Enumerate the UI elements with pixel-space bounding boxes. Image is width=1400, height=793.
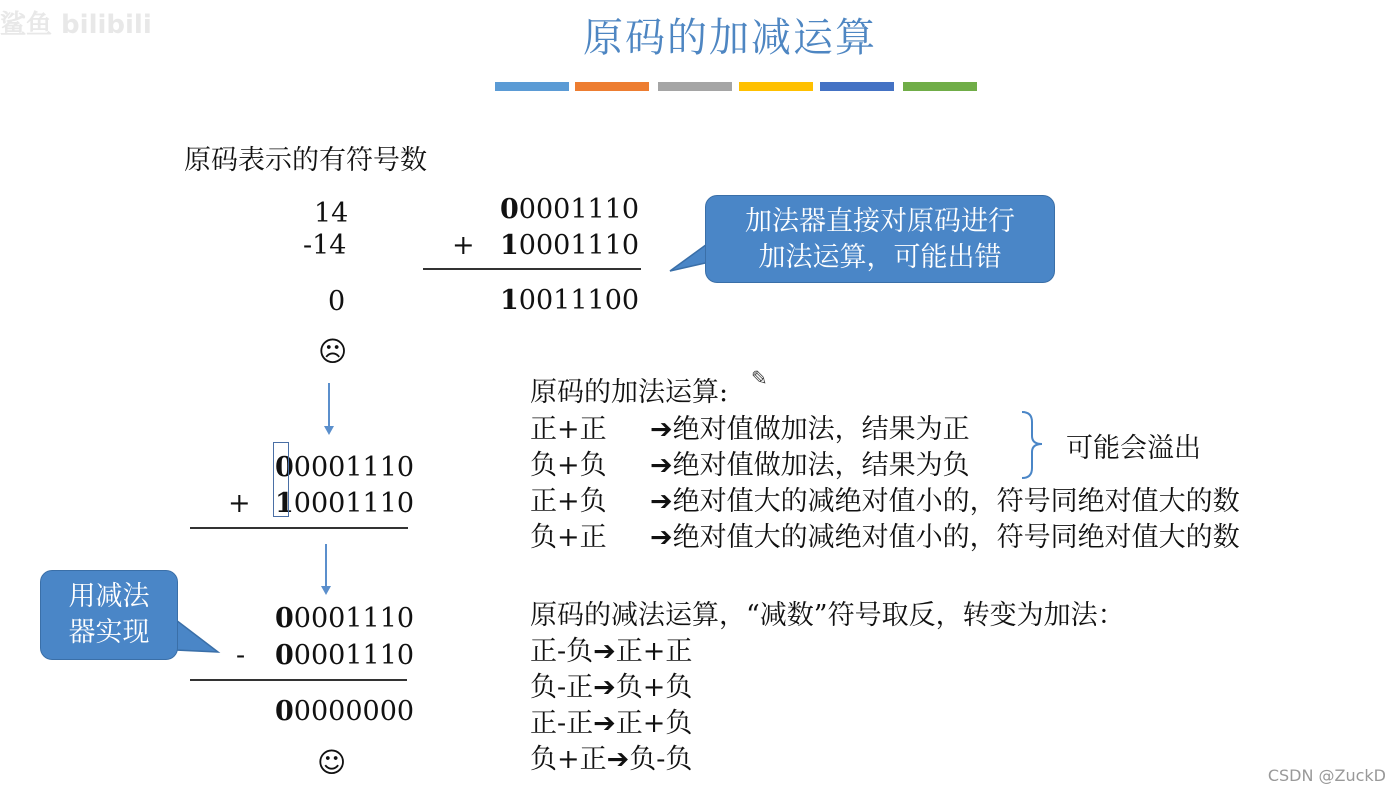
rule-case: 负+正 bbox=[530, 522, 607, 553]
color-bar bbox=[495, 82, 569, 91]
ex2-plus-operator: + bbox=[228, 488, 251, 519]
ex2-binary-b bbox=[275, 488, 414, 519]
bilibili-watermark: 鲨鱼 bilibili bbox=[0, 10, 152, 40]
color-bar bbox=[575, 82, 649, 91]
magnitude-bits: 0001110 bbox=[293, 603, 415, 634]
slide-title: 原码的加减运算 bbox=[583, 15, 877, 61]
magnitude-bits: 0001110 bbox=[518, 230, 640, 261]
callout-sub-line1: 用减法 bbox=[68, 581, 150, 612]
color-bar bbox=[739, 82, 813, 91]
addition-rules-heading: 原码的加法运算: bbox=[530, 377, 729, 408]
sad-face-icon: ☹ bbox=[318, 335, 348, 368]
magnitude-bits: 0011100 bbox=[518, 285, 640, 316]
overflow-note: 可能会溢出 bbox=[1066, 433, 1201, 464]
section-label: 原码表示的有符号数 bbox=[184, 145, 427, 176]
sign-bit: 0 bbox=[275, 603, 294, 634]
decimal-b: -14 bbox=[303, 230, 347, 261]
sign-bit: 1 bbox=[500, 285, 519, 316]
callout-subtractor bbox=[40, 570, 178, 660]
magnitude-bits: 0001110 bbox=[518, 194, 640, 225]
callout-adder bbox=[705, 195, 1055, 283]
rule-case: 正+负 bbox=[530, 486, 607, 517]
sum-line bbox=[423, 268, 641, 270]
ex3-binary-a bbox=[275, 603, 414, 634]
ex2-binary-a bbox=[275, 452, 414, 483]
down-arrow-head bbox=[321, 586, 331, 595]
sign-bit: 0 bbox=[275, 640, 294, 671]
magnitude-bits: 0001110 bbox=[293, 452, 415, 483]
subtraction-rule: 正-负➔正+正 bbox=[530, 636, 693, 667]
color-bar bbox=[658, 82, 732, 91]
decimal-result: 0 bbox=[328, 286, 346, 317]
magnitude-bits: 0000000 bbox=[293, 696, 415, 727]
subtraction-rules-heading: 原码的减法运算，“减数”符号取反，转变为加法： bbox=[530, 600, 1125, 631]
ex2-sum-line bbox=[190, 527, 408, 529]
ex3-sum-line bbox=[190, 679, 407, 681]
sign-bit: 0 bbox=[275, 452, 294, 483]
pencil-icon: ✎ bbox=[751, 366, 768, 390]
down-arrow-icon bbox=[325, 544, 327, 586]
callout-adder-line2: 加法运算，可能出错 bbox=[758, 242, 1002, 273]
right-brace-icon bbox=[1018, 408, 1048, 482]
binary-b bbox=[500, 230, 639, 261]
magnitude-bits: 0001110 bbox=[293, 488, 415, 519]
subtraction-rule: 负-正➔负+负 bbox=[530, 672, 693, 703]
happy-face-icon: ☺ bbox=[317, 746, 347, 779]
callout-sub-line2: 器实现 bbox=[68, 617, 150, 648]
rule-text: ➔绝对值大的减绝对值小的，符号同绝对值大的数 bbox=[650, 522, 1240, 553]
rule-text: ➔绝对值做加法，结果为负 bbox=[650, 450, 970, 481]
rule-text: ➔绝对值大的减绝对值小的，符号同绝对值大的数 bbox=[650, 486, 1240, 517]
sign-bit-highlight-box bbox=[273, 442, 289, 517]
ex3-minus-operator: - bbox=[236, 640, 246, 671]
down-arrow-head bbox=[324, 426, 334, 435]
plus-operator: + bbox=[452, 230, 475, 261]
sign-bit: 1 bbox=[500, 230, 519, 261]
rule-text: ➔绝对值做加法，结果为正 bbox=[650, 414, 970, 445]
binary-result bbox=[500, 285, 639, 316]
down-arrow-icon bbox=[328, 383, 330, 426]
subtraction-rule: 正-正➔正+负 bbox=[530, 708, 693, 739]
color-bar bbox=[820, 82, 894, 91]
decimal-a: 14 bbox=[314, 198, 349, 229]
subtraction-rule: 负+正➔负-负 bbox=[530, 744, 693, 775]
sign-bit: 1 bbox=[275, 488, 294, 519]
callout-adder-line1: 加法器直接对原码进行 bbox=[745, 206, 1015, 237]
magnitude-bits: 0001110 bbox=[293, 640, 415, 671]
footer-credit: CSDN @ZuckD bbox=[1267, 766, 1386, 785]
rule-case: 负+负 bbox=[530, 450, 607, 481]
ex3-binary-b bbox=[275, 640, 414, 671]
color-bar bbox=[903, 82, 977, 91]
binary-a bbox=[500, 194, 639, 225]
sign-bit: 0 bbox=[500, 194, 519, 225]
sign-bit: 0 bbox=[275, 696, 294, 727]
ex3-binary-result bbox=[275, 696, 414, 727]
rule-case: 正+正 bbox=[530, 414, 607, 445]
